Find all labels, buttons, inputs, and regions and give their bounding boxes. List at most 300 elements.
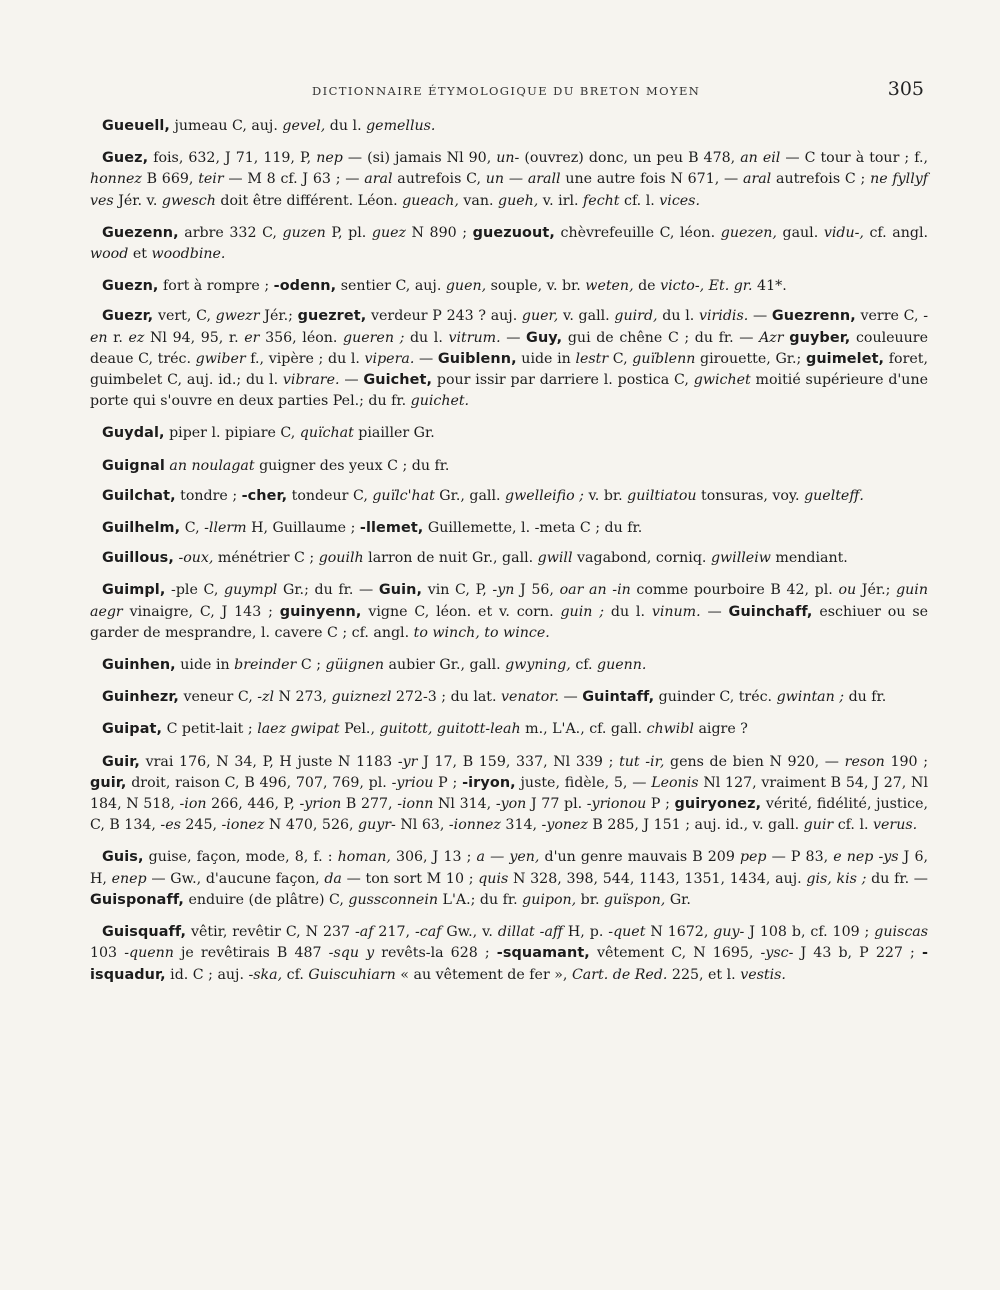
entry-text: sentier C, auj.: [336, 278, 446, 295]
italic-form: victo-, Et. gr.: [660, 278, 753, 295]
italic-form: guird,: [614, 308, 658, 325]
entry-text: v. br.: [583, 487, 628, 504]
entry-text: N 273,: [274, 689, 332, 706]
entry-text: veneur C,: [178, 689, 258, 706]
entry-text: moitié supérieure d'une porte qui s'ouvre en deux parties Pel.; du fr.: [90, 372, 928, 410]
entry-guimpl: [90, 580, 928, 644]
entry-text: gui de chêne C ; du fr. —: [562, 329, 760, 346]
italic-form: breinder: [234, 657, 297, 674]
entry-text: Nl 94, 95, r.: [144, 329, 245, 346]
entry-text: du fr. —: [866, 870, 928, 887]
entry-text: vagabond, corniq.: [572, 550, 711, 567]
italic-form: an eil: [740, 150, 781, 167]
italic-form: woodbine.: [151, 246, 226, 263]
italic-form: gueren ;: [343, 329, 405, 346]
headword: -odenn,: [273, 278, 337, 295]
headword: Guisponaff,: [90, 891, 184, 908]
italic-form: gouilh: [318, 550, 364, 567]
headword: Guin,: [378, 582, 423, 599]
entry-text: doit être différent. Léon.: [215, 192, 403, 209]
italic-form: gueh,: [498, 192, 539, 209]
italic-form: gwill: [537, 550, 573, 567]
entry-text: —: [748, 308, 772, 325]
entry-text: P, pl.: [325, 224, 372, 241]
entry-text: r.: [107, 329, 129, 346]
entry-guisquaff: [90, 922, 928, 986]
entry-text: autrefois C ;: [771, 171, 871, 188]
entry-text: arbre 332 C,: [178, 224, 283, 241]
entry-text: couleuure deaue C, tréc.: [90, 329, 928, 367]
italic-form: gwesch: [161, 192, 216, 209]
entry-text: f., vipère ; du l.: [245, 350, 365, 367]
italic-form: vinum.: [651, 603, 701, 620]
italic-form: vidu-,: [823, 224, 864, 241]
entry-text: P ;: [433, 774, 463, 791]
italic-form: güignen: [325, 657, 385, 674]
italic-form: ez: [128, 329, 145, 346]
italic-form: gussconnein: [348, 891, 439, 908]
entry-text: de: [633, 278, 661, 295]
italic-form: guitott, guitott-leah: [379, 721, 521, 738]
italic-form: wood: [90, 246, 129, 263]
italic-form: viridis.: [698, 308, 749, 325]
italic-form: aral: [364, 171, 393, 188]
entry-text: vérité, fidélité, justice, C, B 134,: [90, 796, 929, 834]
italic-form: weten,: [585, 278, 634, 295]
entry-text: vêtement C, N 1695,: [589, 945, 761, 962]
entry-text: 245,: [180, 817, 222, 834]
entry-text: —: [559, 689, 583, 706]
entry-text: Guillemette, l. -meta C ; du fr.: [423, 520, 643, 537]
entry-text: chèvrefeuille C, léon.: [554, 224, 721, 241]
entry-text: verre C,: [855, 308, 924, 325]
italic-form: -ionnez: [448, 817, 501, 834]
italic-form: gwiber: [195, 350, 246, 367]
italic-form: -ska,: [248, 966, 283, 983]
entry-text: — (si) jamais Nl 90,: [342, 150, 497, 167]
italic-form: guin ;: [560, 603, 604, 620]
entry-text: uide in: [175, 657, 235, 674]
entry-text: piper l. pipiare C,: [164, 425, 300, 442]
headword: Guisquaff,: [102, 924, 187, 941]
headword: Guintaff,: [582, 689, 655, 706]
headword: Guinhezr,: [102, 689, 179, 706]
italic-form: -yrionou: [586, 796, 647, 813]
entry-text: cf. l.: [619, 192, 660, 209]
entry-text: L'A.; du fr.: [438, 891, 523, 908]
entry-text: —: [339, 372, 364, 389]
headword: guezret,: [297, 308, 367, 325]
italic-form: guen,: [445, 278, 487, 295]
italic-form: verus.: [873, 817, 918, 834]
entry-text: (ouvrez) donc, un peu B 478,: [519, 150, 741, 167]
entry-text: droit, raison C, B 496, 707, 769, pl.: [126, 774, 392, 791]
entry-text: et: [128, 246, 152, 263]
entry-text: 306, J 13 ;: [390, 849, 477, 866]
entry-text: d'un genre mauvais B 209: [539, 849, 740, 866]
page-header: [90, 80, 928, 116]
headword: Guilchat,: [102, 487, 176, 504]
italic-form: oar an -in: [559, 582, 631, 599]
italic-form: guiznezl: [331, 689, 392, 706]
entry-text: 190 ;: [884, 753, 928, 770]
page-number: 305: [887, 78, 924, 100]
entry-guezenn: [90, 223, 928, 265]
headword: -isquadur,: [90, 945, 929, 983]
entry-text: B 277,: [341, 796, 398, 813]
italic-form: -yn: [492, 582, 515, 599]
entry-text: tonsuras, voy.: [696, 487, 805, 504]
italic-form: vipera.: [364, 350, 415, 367]
italic-form: laez gwipat: [257, 721, 340, 738]
italic-form: vitrum.: [448, 329, 501, 346]
entry-text: fort à rompre ;: [158, 278, 274, 295]
entry-text: br.: [576, 891, 604, 908]
entry-text: tondeur C,: [287, 487, 373, 504]
entry-text: —: [500, 329, 527, 346]
entry-text: foret, guimbelet C, auj. id.; du l.: [90, 350, 928, 389]
entry-guezr: [90, 306, 928, 412]
entry-text: C ;: [296, 657, 326, 674]
headword: Guydal,: [102, 425, 165, 442]
entry-text: autrefois C,: [392, 171, 486, 188]
headword: guimelet,: [805, 350, 885, 367]
entry-gueuell: [90, 116, 928, 137]
headword: Guezenn,: [102, 224, 179, 241]
italic-form: -af: [354, 924, 374, 941]
headword: Guezrenn,: [771, 308, 856, 325]
headword: Guillous,: [102, 550, 174, 567]
entry-guinhen: [90, 655, 928, 676]
entry-text: enduire (de plâtre) C,: [184, 891, 349, 908]
italic-form: -en: [90, 308, 928, 346]
entry-text: fois, 632, J 71, 119, P,: [148, 150, 317, 167]
entry-text: m., L'A., cf. gall.: [520, 721, 647, 738]
entry-text: 272-3 ; du lat.: [391, 689, 502, 706]
headword: Guignal: [102, 457, 165, 474]
entry-text: C,: [180, 520, 205, 537]
entry-text: B 285, J 151 ; auj. id., v. gall.: [587, 817, 804, 834]
entry-text: mendiant.: [770, 550, 848, 567]
headword: Guinhen,: [102, 657, 176, 674]
dictionary-entries: [90, 116, 928, 986]
italic-form: -ion: [179, 796, 207, 813]
italic-form: an noulagat: [169, 457, 255, 474]
entry-text: je revêtirais B 487: [173, 945, 329, 962]
italic-form: gwintan ;: [776, 689, 845, 706]
entry-text: cf. angl.: [863, 224, 929, 241]
headword: guiryonez,: [674, 796, 762, 813]
entry-text: Gr., gall.: [434, 487, 506, 504]
entry-text: revêts-la 628 ;: [374, 945, 497, 962]
entry-text: pour issir par darriere l. postica C,: [432, 372, 694, 389]
italic-form: guezen,: [720, 224, 777, 241]
headword: -llemet,: [359, 520, 424, 537]
entry-text: vert, C,: [153, 308, 216, 325]
italic-form: to winch, to wince.: [413, 624, 550, 641]
headword: guyber,: [789, 329, 851, 346]
italic-form: guïblenn: [632, 350, 696, 367]
entry-text: comme pourboire B 42, pl.: [630, 582, 839, 599]
italic-form: gwichet: [693, 372, 751, 389]
entry-text: 41*.: [752, 278, 787, 295]
italic-form: quis: [478, 870, 509, 887]
italic-form: aral: [742, 171, 772, 188]
entry-text: du l.: [325, 118, 367, 134]
entry-text: cf.: [570, 657, 598, 674]
entry-text: N 470, 526,: [264, 817, 359, 834]
entry-guir: [90, 752, 928, 837]
italic-form: -zl: [257, 689, 275, 706]
entry-text: B 669,: [141, 171, 199, 188]
italic-form: -ysc-: [760, 945, 794, 962]
headword: Guir,: [102, 753, 140, 770]
entry-text: guise, façon, mode, 8, f. :: [143, 849, 338, 866]
italic-form: gwyning,: [505, 657, 571, 674]
entry-text: Nl 63,: [395, 817, 449, 834]
italic-form: Cart. de Red.: [571, 966, 668, 983]
headword: Guilhelm,: [102, 520, 181, 537]
italic-form: homan,: [337, 849, 391, 866]
entry-guezn: [90, 276, 928, 297]
italic-form: -quet: [608, 924, 646, 941]
entry-text: aubier Gr., gall.: [384, 657, 506, 674]
headword: guezuout,: [472, 224, 555, 241]
entry-guydal: [90, 423, 928, 444]
italic-form: reson: [844, 753, 885, 770]
entry-text: id. C ; auj.: [165, 966, 249, 983]
italic-form: vestis.: [740, 966, 786, 983]
italic-form: un — arall: [485, 171, 561, 188]
headword: Guis,: [102, 849, 144, 866]
italic-form: gwelleifio ;: [505, 487, 584, 504]
italic-form: da: [324, 870, 342, 887]
italic-form: guelteff.: [804, 487, 864, 504]
italic-form: tut -ir,: [619, 753, 665, 770]
italic-form: guiltiatou: [627, 487, 697, 504]
entry-text: verdeur P 243 ? auj.: [366, 308, 522, 325]
entry-guilhelm: [90, 518, 928, 539]
entry-text: vinaigre, C, J 143 ;: [122, 603, 280, 620]
italic-form: a — yen,: [476, 849, 540, 866]
entry-text: une autre fois N 671, —: [560, 171, 743, 188]
italic-form: honnez: [90, 171, 142, 188]
italic-form: enep: [111, 870, 147, 887]
italic-form: Azr: [759, 329, 784, 346]
italic-form: guiscas: [874, 924, 929, 941]
entry-text: v. irl.: [538, 192, 584, 209]
italic-form: un-: [496, 150, 520, 167]
entry-text: — P 83,: [766, 849, 834, 866]
italic-form: -yon: [495, 796, 527, 813]
italic-form: guez: [371, 224, 406, 241]
entry-text: Nl 314,: [433, 796, 496, 813]
entry-text: 266, 446, P,: [206, 796, 300, 813]
italic-form: guipon,: [522, 891, 577, 908]
entry-text: aigre ?: [693, 721, 748, 738]
italic-form: -es: [160, 817, 181, 834]
entry-text: guigner des yeux C ; du fr.: [254, 457, 450, 474]
italic-form: er: [244, 329, 260, 346]
headword: Guiblenn,: [437, 350, 517, 367]
entry-text: — ton sort M 10 ;: [341, 870, 479, 887]
italic-form: guenn.: [597, 657, 647, 674]
entry-text: P ;: [646, 796, 675, 813]
entry-text: J 43 b, P 227 ;: [793, 945, 922, 962]
italic-form: guympl: [224, 582, 278, 599]
italic-form: guin aegr: [90, 582, 928, 620]
entry-text: eschiuer ou se garder de mesprandre, l. cavere C ; cf. angl.: [90, 603, 929, 641]
entry-text: 356, léon.: [259, 329, 344, 346]
entry-text: Gr.; du fr. —: [277, 582, 379, 599]
italic-form: vices.: [659, 192, 700, 209]
entry-text: J 77 pl.: [526, 796, 587, 813]
italic-form: gwilleiw: [710, 550, 771, 567]
entry-text: Gw., v.: [441, 924, 498, 941]
entry-text: C,: [608, 350, 633, 367]
entry-text: Jér.;: [259, 308, 298, 325]
italic-form: gwezr: [215, 308, 260, 325]
entry-text: —: [414, 350, 438, 367]
headword: Guinchaff,: [728, 603, 813, 620]
entry-text: uide in: [516, 350, 576, 367]
entry-text: tondre ;: [175, 487, 242, 504]
italic-form: chwibl: [646, 721, 694, 738]
entry-text: H, p.: [563, 924, 609, 941]
entry-text: jumeau C, auj.: [169, 118, 283, 134]
entry-text: vin C, P,: [422, 582, 493, 599]
entry-text: v. gall.: [558, 308, 615, 325]
italic-form: guichet.: [410, 393, 470, 410]
italic-form: guzen: [282, 224, 326, 241]
entry-guignal: [90, 456, 928, 477]
entry-text: du l.: [657, 308, 699, 325]
headword: -iryon,: [462, 774, 516, 791]
italic-form: e nep -ys: [833, 849, 899, 866]
italic-form: -quenn: [124, 945, 174, 962]
italic-form: guir: [803, 817, 834, 834]
entry-text: 225, et l.: [667, 966, 741, 983]
entry-guez: [90, 148, 928, 212]
entry-text: 314,: [500, 817, 542, 834]
entry-text: cf.: [282, 966, 309, 983]
entry-guipat: [90, 719, 928, 740]
entry-text: -ple C,: [165, 582, 225, 599]
italic-form: guïspon,: [604, 891, 666, 908]
italic-form: guïlc'hat: [372, 487, 435, 504]
italic-form: gis, kis ;: [806, 870, 867, 887]
entry-text: Gr.: [665, 891, 691, 908]
italic-form: gemellus.: [366, 118, 436, 134]
italic-form: guyr-: [358, 817, 396, 834]
entry-text: vigne C, léon. et v. corn.: [361, 603, 561, 620]
entry-text: Jér.;: [856, 582, 897, 599]
italic-form: nep: [316, 150, 343, 167]
entry-text: cf. l.: [833, 817, 873, 834]
entry-guinhezr: [90, 687, 928, 708]
italic-form: ne fyllyf ves: [90, 171, 928, 209]
italic-form: -squ y: [328, 945, 375, 962]
entry-text: Nl 127, vraiment B 54, J 27, Nl 184, N 518,: [90, 774, 929, 813]
entry-text: H, Guillaume ;: [246, 520, 360, 537]
entry-text: — Gw., d'aucune façon,: [146, 870, 325, 887]
entry-text: du fr.: [844, 689, 887, 706]
entry-text: N 890 ;: [405, 224, 473, 241]
entry-text: ménétrier C ;: [213, 550, 319, 567]
italic-form: ou: [838, 582, 857, 599]
entry-text: J 17, B 159, 337, Nl 339 ;: [417, 753, 620, 770]
italic-form: -yrion: [299, 796, 342, 813]
entry-text: Jér. v.: [113, 192, 162, 209]
italic-form: -yonez: [541, 817, 588, 834]
italic-form: pep: [739, 849, 767, 866]
italic-form: guy-: [713, 924, 745, 941]
entry-text: — M 8 cf. J 63 ; —: [223, 171, 365, 188]
entry-text: J 6, H,: [90, 849, 928, 887]
italic-form: -yriou: [391, 774, 434, 791]
italic-form: -caf: [414, 924, 442, 941]
entry-guillous: [90, 548, 928, 569]
entry-text: souple, v. br.: [486, 278, 586, 295]
italic-form: teir: [198, 171, 224, 188]
entry-text: —: [700, 603, 729, 620]
entry-text: — C tour à tour ; f.,: [780, 150, 928, 167]
entry-text: 103: [90, 945, 125, 962]
entry-text: juste, fidèle, 5, —: [515, 774, 652, 791]
entry-text: N 1672,: [645, 924, 714, 941]
entry-text: J 56,: [514, 582, 560, 599]
entry-text: gens de bien N 920, —: [664, 753, 845, 770]
italic-form: guer,: [521, 308, 559, 325]
italic-form: Guiscuhiarn: [308, 966, 396, 983]
italic-form: Leonis: [651, 774, 699, 791]
headword: guinyenn,: [279, 603, 362, 620]
headword: guir,: [90, 774, 127, 791]
italic-form: gevel,: [282, 118, 326, 134]
italic-form: gueach,: [402, 192, 459, 209]
entry-text: van.: [458, 192, 499, 209]
entry-text: « au vêtement de fer »,: [395, 966, 572, 983]
italic-form: -llerm: [204, 520, 247, 537]
entry-text: gaul.: [776, 224, 824, 241]
headword: Guipat,: [102, 721, 163, 738]
entry-text: 217,: [373, 924, 415, 941]
headword: -cher,: [241, 487, 288, 504]
entry-text: du l.: [604, 603, 652, 620]
italic-form: lestr: [575, 350, 609, 367]
italic-form: vibrare.: [282, 372, 340, 389]
entry-text: N 328, 398, 544, 1143, 1351, 1434, auj.: [508, 870, 807, 887]
italic-form: -ionn: [397, 796, 434, 813]
entry-text: larron de nuit Gr., gall.: [363, 550, 538, 567]
italic-form: -yr: [397, 753, 418, 770]
headword: Guezn,: [102, 278, 159, 295]
italic-form: quïchat: [299, 425, 354, 442]
entry-text: vêtir, revêtir C, N 237: [186, 924, 355, 941]
headword: Guy,: [526, 329, 563, 346]
headword: Gueuell,: [102, 118, 170, 134]
entry-text: J 108 b, cf. 109 ;: [744, 924, 875, 941]
italic-form: dillat -aff: [497, 924, 563, 941]
italic-form: venator.: [501, 689, 560, 706]
italic-form: -oux,: [178, 550, 214, 567]
headword: Guichet,: [363, 372, 433, 389]
entry-text: C petit-lait ;: [162, 721, 258, 738]
headword: -squamant,: [496, 945, 590, 962]
italic-form: -ionez: [221, 817, 265, 834]
running-head: DICTIONNAIRE ÉTYMOLOGIQUE DU BRETON MOYEN: [312, 84, 701, 98]
headword: Guez,: [102, 150, 149, 167]
